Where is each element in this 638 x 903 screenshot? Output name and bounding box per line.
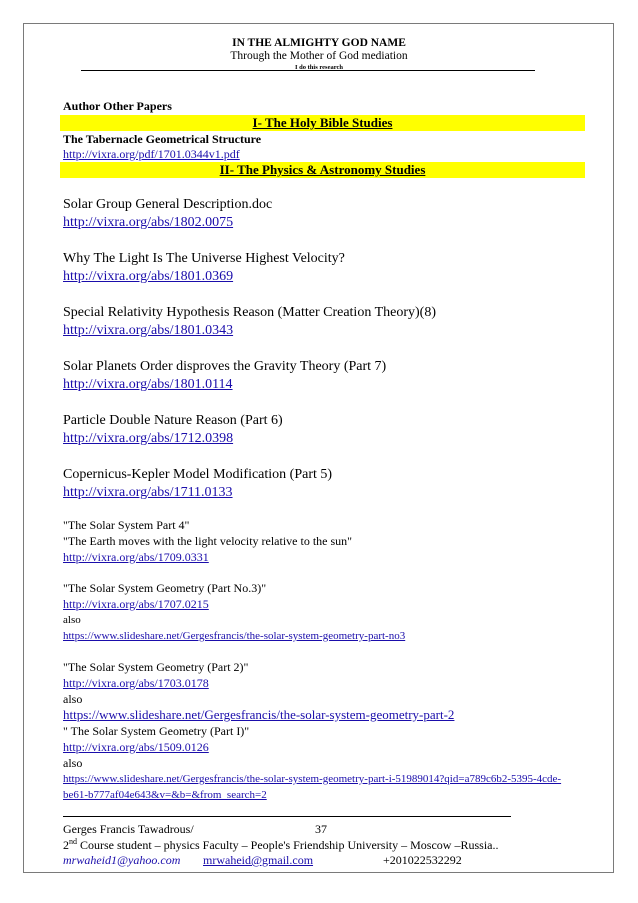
- paper-title: Solar Planets Order disproves the Gravity Theory (Part 7): [63, 359, 387, 374]
- footer-phone: +201022532292: [383, 853, 462, 867]
- slideshare-link[interactable]: https://www.slideshare.net/Gergesfrancis/the-solar-system-geometry-part-2: [63, 707, 455, 722]
- section-heading-bible: I- The Holy Bible Studies: [60, 115, 585, 131]
- paper-link[interactable]: http://vixra.org/abs/1509.0126: [63, 740, 209, 754]
- list-item: [63, 304, 583, 340]
- slideshare-link[interactable]: https://www.slideshare.net/Gergesfrancis/the-solar-system-geometry-part-no3: [63, 630, 406, 642]
- header-title: IN THE ALMIGHTY GOD NAME: [232, 37, 406, 49]
- paper-link[interactable]: http://vixra.org/pdf/1701.0344v1.pdf: [63, 147, 240, 161]
- list-item: [63, 250, 583, 286]
- header-divider: [81, 70, 535, 71]
- paper-link[interactable]: http://vixra.org/abs/1802.0075: [63, 215, 234, 230]
- paper-title: "The Solar System Part 4": [63, 518, 190, 532]
- paper-link[interactable]: http://vixra.org/abs/1709.0331: [63, 550, 209, 564]
- paper-title: "The Solar System Geometry (Part 2)": [63, 660, 249, 674]
- paper-link[interactable]: http://vixra.org/abs/1711.0133: [63, 485, 233, 500]
- paper-title: The Tabernacle Geometrical Structure: [63, 132, 262, 146]
- document-body: [63, 97, 583, 803]
- also-label: also: [63, 756, 83, 770]
- footer-author-line: [63, 822, 327, 837]
- paper-title: " The Solar System Geometry (Part I)": [63, 724, 250, 738]
- footer-email-gmail[interactable]: mrwaheid@gmail.com: [203, 853, 314, 867]
- paper-link[interactable]: http://vixra.org/abs/1801.0369: [63, 269, 234, 284]
- section-heading-physics: II- The Physics & Astronomy Studies: [60, 162, 585, 178]
- author-other-papers-label: Author Other Papers: [63, 99, 172, 113]
- slideshare-link[interactable]: https://www.slideshare.net/Gergesfrancis/the-solar-system-geometry-part-i-51989014?qid=a789c6b2-5395-4cde-be61-b777af04e643&v=&b=&from_search=2: [63, 773, 562, 801]
- paper-subtitle: "The Earth moves with the light velocity relative to the sun": [63, 534, 353, 548]
- list-item: [63, 659, 583, 803]
- paper-link[interactable]: http://vixra.org/abs/1801.0114: [63, 377, 233, 392]
- paper-link[interactable]: http://vixra.org/abs/1801.0343: [63, 323, 234, 338]
- paper-title: Special Relativity Hypothesis Reason (Matter Creation Theory)(8): [63, 305, 436, 320]
- paper-title: Copernicus-Kepler Model Modification (Part 5): [63, 467, 333, 482]
- paper-title: Particle Double Nature Reason (Part 6): [63, 413, 283, 428]
- paper-link[interactable]: http://vixra.org/abs/1703.0178: [63, 676, 209, 690]
- also-label: also: [63, 692, 83, 706]
- paper-title: Solar Group General Description.doc: [63, 197, 273, 212]
- list-item: [63, 412, 583, 448]
- paper-title: "The Solar System Geometry (Part No.3)": [63, 581, 267, 595]
- footer-contact: [63, 853, 563, 868]
- footer-email-yahoo[interactable]: mrwaheid1@yahoo.com: [63, 853, 181, 867]
- page-number: 37: [315, 822, 327, 836]
- paper-link[interactable]: http://vixra.org/abs/1707.0215: [63, 597, 209, 611]
- list-item: [63, 358, 583, 394]
- list-item: [63, 196, 583, 232]
- list-item: [63, 517, 583, 565]
- header-note: I do this research: [295, 64, 343, 71]
- header-subtitle: Through the Mother of God mediation: [230, 50, 408, 62]
- list-item: [63, 580, 583, 644]
- footer-divider: [63, 816, 511, 817]
- paper-link[interactable]: http://vixra.org/abs/1712.0398: [63, 431, 234, 446]
- footer-author: Gerges Francis Tawadrous/: [63, 822, 194, 836]
- footer-affiliation: 2nd Course student – physics Faculty – People's Friendship University – Moscow –Russia..: [63, 837, 499, 852]
- also-label: also: [63, 614, 81, 626]
- list-item: [63, 466, 583, 502]
- paper-title: Why The Light Is The Universe Highest Velocity?: [63, 251, 345, 266]
